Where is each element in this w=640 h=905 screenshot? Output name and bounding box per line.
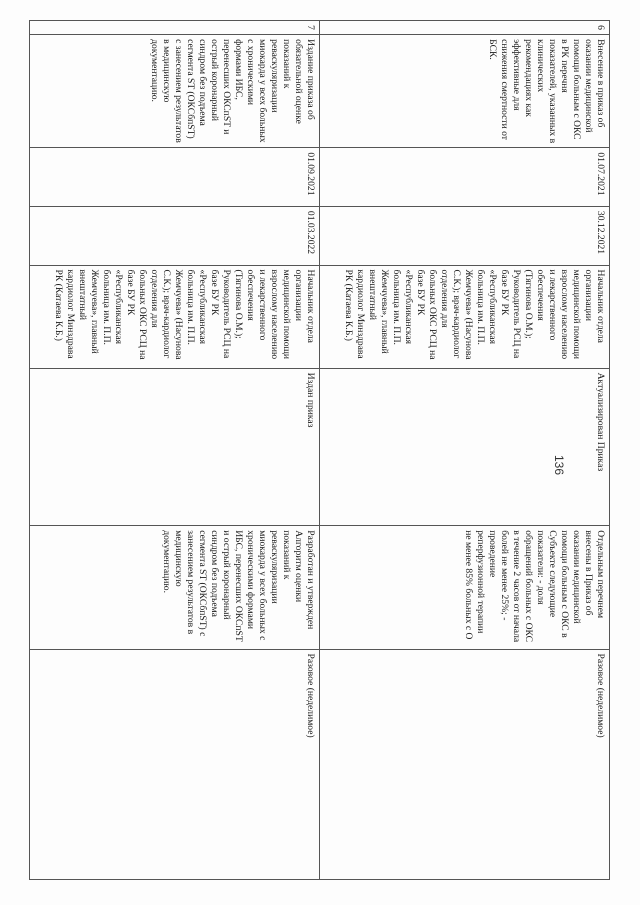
row-number: 7	[30, 21, 320, 35]
row-number: 6	[320, 21, 610, 35]
measure-cell: Внесение в приказ об оказании медицинской помощи больным с ОКС в РК перечня показателей, указанных в клинических рекомендациях как эффективные для снижения смертности от БСК.	[320, 35, 610, 148]
measure-cell: Издание приказа об обязательной оценке показаний к реваскуляризации миокарда у всех больных с хроническими формами ИБС, перенесших ОКСпST и острый коронарный синдром без подъема сегмента ST (ОКСбпST) с занесением результатов в медицинскую документацию.	[30, 35, 320, 148]
result-cell: Актуализирован Приказ	[320, 368, 610, 526]
frequency-cell: Разовое (неделимое)	[320, 649, 610, 879]
end-date-cell: 01.03.2022	[30, 206, 320, 265]
table-row	[320, 21, 610, 880]
indicator-cell: Разработан и утвержден Алгоритм оценки показаний к реваскуляризации миокарда у всех больных с хроническими формами ИБС, перенесших ОКСпST и острый коронарный синдром без подъема сегмента ST (ОКСбпST) с занесением результатов в медицинскую документацию.	[30, 526, 320, 649]
responsible-cell: Начальник отдела организации медицинской помощи взрослому населению и лекарственного обеспечения (Тягинова О.М.); Руководитель РСЦ на базе БУ РК «Республиканская больница им. П.П. Жемчуева» (Насунова С.К.); врач-кардиолог отделения для больных ОКС РСЦ на базе БУ РК «Республиканская больница им. П.П. Жемчуева», главный внештатный кардиолог Минздрава РК (Катаева К.Б.)	[30, 265, 320, 368]
measures-table	[29, 20, 610, 880]
end-date-cell: 30.12.2021	[320, 206, 610, 265]
indicator-cell: Отдельным перечнем внесены в Приказ об оказании медицинской помощи больным с ОКС в Субъекте следующие показатели: - доля обращений больных с ОКС в течение 2 часов от начала болей не менее 25%; - проведение реперфузионной терапии не менее 85% больных с О	[320, 526, 610, 649]
responsible-cell: Начальник отдела организации медицинской помощи взрослому населению и лекарственного обеспечения (Тягинова О.М.); Руководитель РСЦ на базе БУ РК «Республиканская больница им. П.П. Жемчуева» (Насунова С.К.); врач-кардиолог отделения для больных ОКС РСЦ на базе БУ РК «Республиканская больница им. П.П. Жемчуева», главный внештатный кардиолог Минздрава РК (Катаева К.Б.)	[320, 265, 610, 368]
start-date-cell: 01.09.2021	[30, 148, 320, 207]
result-cell: Издан приказ	[30, 368, 320, 526]
rotated-table-container	[30, 20, 610, 880]
start-date-cell: 01.07.2021	[320, 148, 610, 207]
page-number: 136	[552, 455, 566, 476]
frequency-cell: Разовое (неделимое)	[30, 649, 320, 879]
table-row	[30, 21, 320, 880]
